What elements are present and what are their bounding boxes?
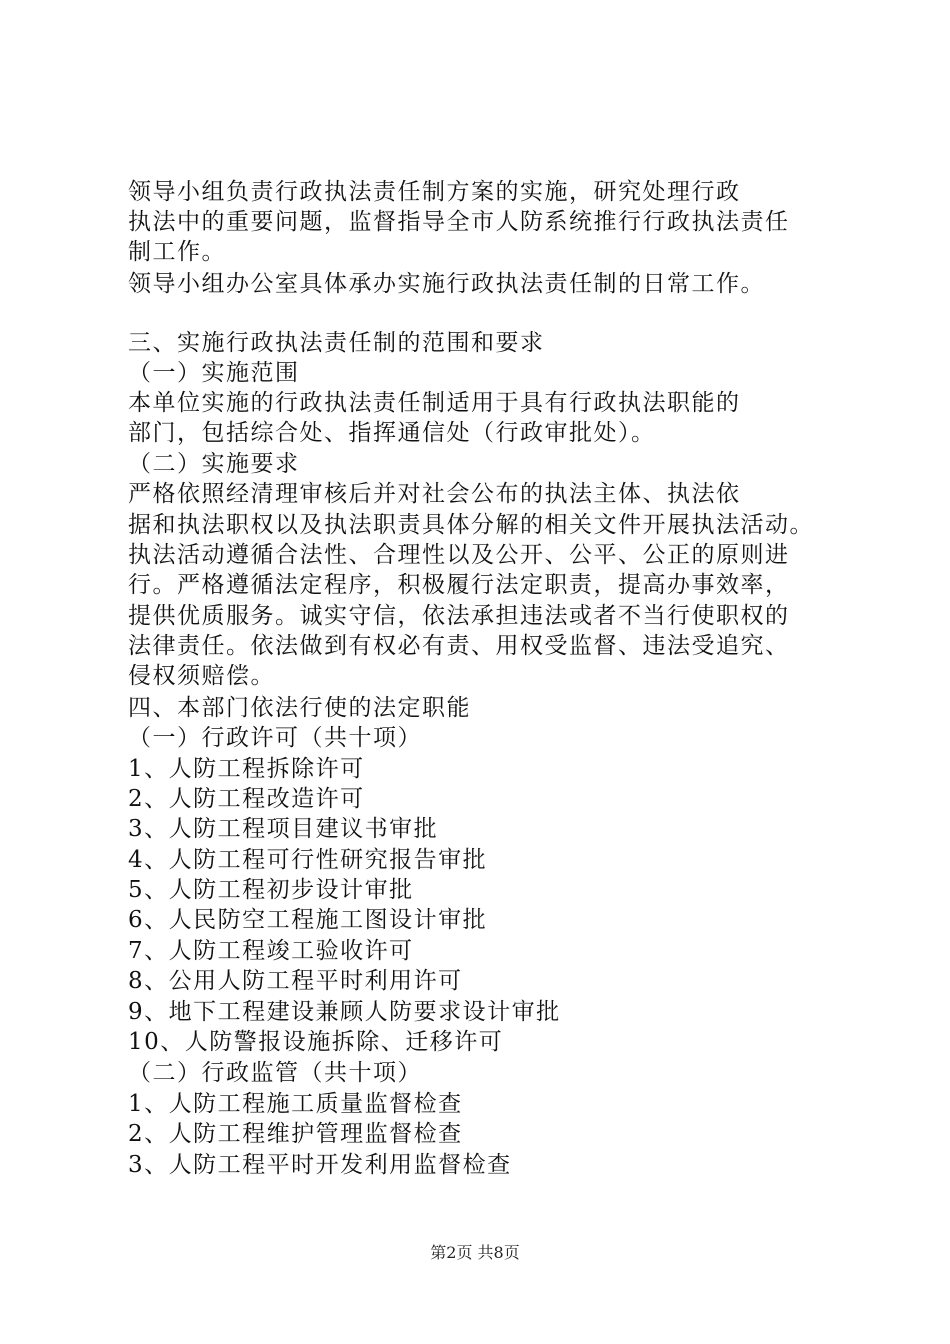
paragraph-line: 制工作。 <box>128 239 226 265</box>
paragraph-line: 部门，包括综合处、指挥通信处（行政审批处）。 <box>128 420 656 446</box>
paragraph-line: 严格依照经清理审核后并对社会公布的执法主体、执法依 <box>128 481 741 507</box>
list-item: 1、人防工程拆除许可 <box>128 756 365 782</box>
list-item: 4、人防工程可行性研究报告审批 <box>128 847 488 873</box>
list-item: 2、人防工程维护管理监督检查 <box>128 1121 463 1147</box>
list-item: 10、人防警报设施拆除、迁移许可 <box>128 1029 504 1055</box>
subsection-heading: （一）实施范围 <box>128 360 300 386</box>
paragraph-line: 行。严格遵循法定程序，积极履行法定职责，提高办事效率， <box>128 572 790 598</box>
paragraph-line: 法律责任。依法做到有权必有责、用权受监督、违法受追究、 <box>128 633 790 659</box>
list-item: 8、公用人防工程平时利用许可 <box>128 968 463 994</box>
paragraph-line: 提供优质服务。诚实守信，依法承担违法或者不当行使职权的 <box>128 603 790 629</box>
paragraph-line: 本单位实施的行政执法责任制适用于具有行政执法职能的 <box>128 390 741 416</box>
list-item: 5、人防工程初步设计审批 <box>128 877 414 903</box>
paragraph-line: 侵权须赔偿。 <box>128 663 275 689</box>
list-item: 3、人防工程平时开发利用监督检查 <box>128 1152 512 1178</box>
list-item: 9、地下工程建设兼顾人防要求设计审批 <box>128 999 561 1025</box>
paragraph-line: 领导小组负责行政执法责任制方案的实施，研究处理行政 <box>128 179 741 205</box>
paragraph-line: 执法活动遵循合法性、合理性以及公开、公平、公正的原则进 <box>128 542 790 568</box>
list-item: 1、人防工程施工质量监督检查 <box>128 1091 463 1117</box>
list-item: 2、人防工程改造许可 <box>128 786 365 812</box>
list-item: 6、人民防空工程施工图设计审批 <box>128 907 488 933</box>
list-item: 7、人防工程竣工验收许可 <box>128 938 414 964</box>
list-item: 3、人防工程项目建议书审批 <box>128 816 439 842</box>
paragraph-line: 执法中的重要问题，监督指导全市人防系统推行行政执法责任 <box>128 209 790 235</box>
section-heading: 四、本部门依法行使的法定职能 <box>128 695 471 721</box>
subsection-heading: （二）实施要求 <box>128 451 300 477</box>
paragraph-line: 据和执法职权以及执法职责具体分解的相关文件开展执法活动。 <box>128 512 814 538</box>
page-number-footer: 第2页 共8页 <box>430 1243 520 1262</box>
paragraph-line: 领导小组办公室具体承办实施行政执法责任制的日常工作。 <box>128 271 765 297</box>
section-heading: 三、实施行政执法责任制的范围和要求 <box>128 330 545 356</box>
subsection-heading: （二）行政监管（共十项） <box>128 1060 422 1086</box>
subsection-heading: （一）行政许可（共十项） <box>128 725 422 751</box>
